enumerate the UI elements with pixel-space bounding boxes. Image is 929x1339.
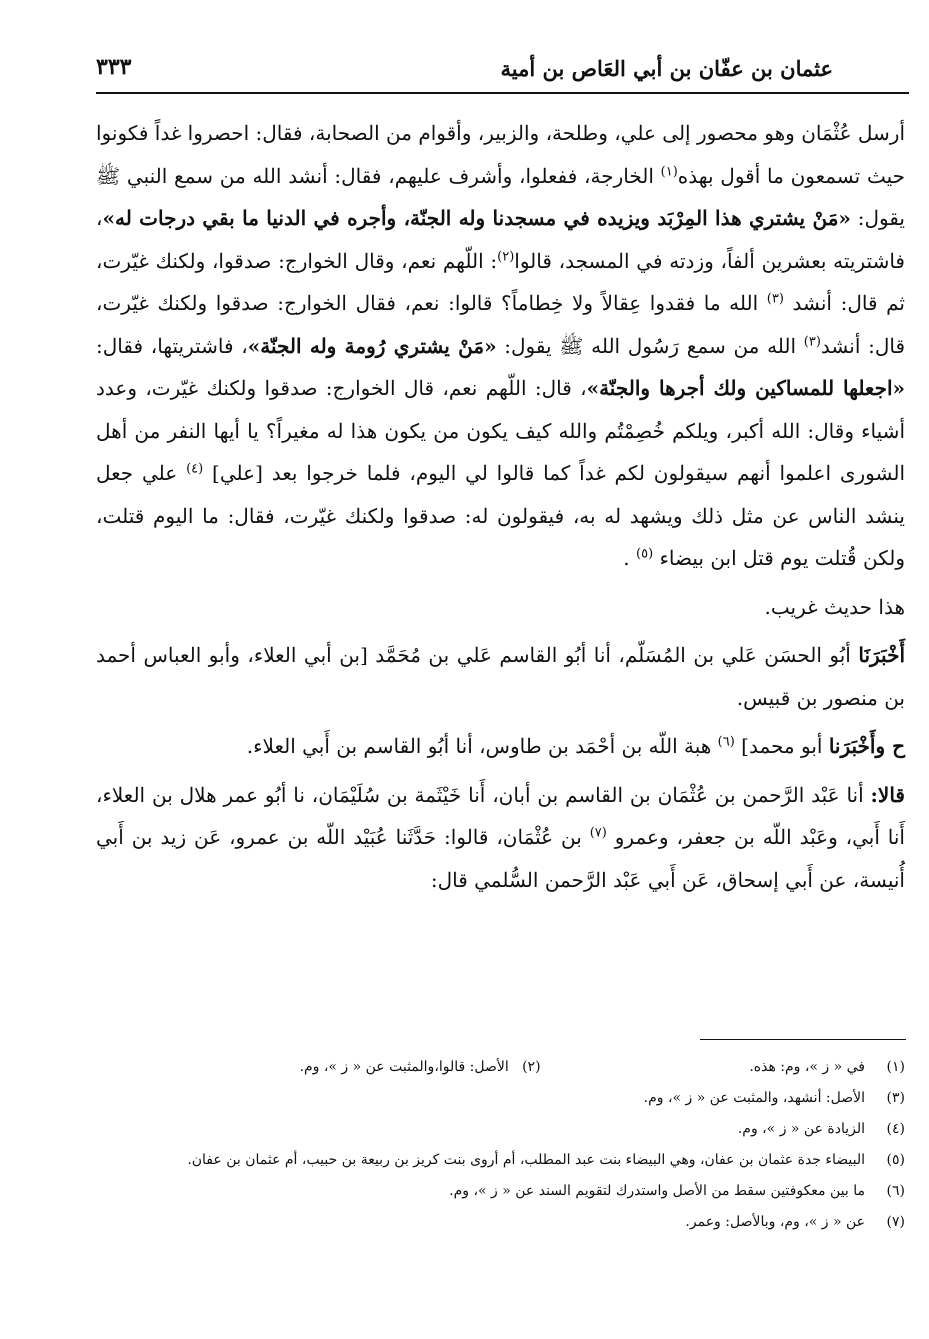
paragraph-grading: هذا حديث غريب. bbox=[764, 594, 905, 619]
footnote-item: (٣) الأصل: أنشهد، والمثبت عن « ز »، وم. bbox=[643, 1090, 905, 1106]
running-header bbox=[96, 48, 833, 88]
isnad-keyword: أَخْبَرَنَا bbox=[858, 643, 905, 667]
footnote-item: (١) في « ز »، وم: هذه. (٢) الأصل: قالوا،والمثبت عن « ز »، وم. bbox=[299, 1059, 905, 1075]
footnote-ref: (٦) bbox=[717, 734, 735, 750]
main-text bbox=[96, 112, 905, 901]
footnote-item: (٢) الأصل: قالوا،والمثبت عن « ز »، وم. bbox=[299, 1059, 541, 1075]
paragraph-isnad-1: أَخْبَرَنَا أبُو الحسَن عَلي بن المُسَلّم، أنا أبُو القاسم عَلي بن مُحَمَّد [بن أبي العلاء، وأبو العباس أحمد بن منصور بن قبيس. bbox=[96, 643, 905, 710]
paragraph-isnad-3: قالا: أنا عَبْد الرَّحمن بن عُثْمَان بن القاسم بن أبان، أَنا خَيْثَمة بن سُلَيْمَان، نا أبُو عمر هلال بن العلاء، أَنا أَبي، وعَبْد اللّه بن جعفر، وعمرو $^{(٧)}$ بن عُثْمَان، قالوا: حَدَّثَنا عُبَيْد اللّه بن عمرو، عَن زيد بن أَبي أُنيسة، عن أَبي إسحاق، عَن أَبي عَبْد الرَّحمن السُّلمي قال: bbox=[96, 782, 905, 892]
footnote-ref: (٢) bbox=[497, 248, 515, 264]
page-header-title: عثمان بن عفّان بن أبي العَاص بن أمية bbox=[500, 56, 833, 81]
footnote-ref: (١) bbox=[660, 163, 678, 179]
footnote-item: (٧) عن « ز »، وم، وبالأصل: وعمر. bbox=[685, 1214, 905, 1230]
footnote-item: (٤) الزيادة عن « ز »، وم. bbox=[737, 1121, 905, 1137]
footnote-separator bbox=[700, 1039, 906, 1040]
footnotes bbox=[150, 1052, 905, 1238]
hadith-quote: «اجعلها للمساكين ولك أجرها والجنّة» bbox=[586, 376, 906, 400]
isnad-keyword: قالا: bbox=[870, 782, 905, 807]
isnad-keyword: ح وأَخْبَرَنا bbox=[828, 734, 905, 758]
hadith-quote: «مَنْ يشتري هذا المِرْبَد ويزيده في مسجدنا وله الجنّة، وأجره في الدنيا ما بقي درجات له» bbox=[102, 206, 851, 230]
footnote-ref: (٤) bbox=[186, 461, 204, 477]
paragraph-narration: أرسل عُثْمَان وهو محصور إلى علي، وطلحة، والزبير، وأقوام من الصحابة، فقال: احصروا غداً فكونوا حيث تسمعون ما أقول بهذه$^{(١)}$ الخارجة، ففعلوا، وأشرف عليهم، فقال: أنشد الله من سمع النبي ﷺ يقول: «مَنْ يشتري هذا المِرْبَد ويزيده في مسجدنا وله الجنّة، وأجره في الدنيا ما بقي درجات له»، فاشتريته بعشرين ألفاً، وزدته في المسجد، قالوا$^{(٢)}$: اللّهم نعم، وقال الخوارج: صدقوا، ولكنك غيّرت، ثم قال: أنشد $^{(٣)}$ الله ما فقدوا عِقالاً ولا خِطاماً؟ قالوا: نعم، فقال الخوارج: صدقوا ولكنك غيّرت، قال: أنشد$^{(٣)}$ الله من سمع رَسُول الله ﷺ يقول: «مَنْ يشتري رُومة وله الجنّة»، فاشتريتها، فقال: «اجعلها للمساكين ولك أجرها والجنّة»، قال: اللّهم نعم، قال الخوارج: صدقوا ولكنك غيّرت، وعدد أشياء وقال: الله أكبر، ويلكم خُصِمْتُم والله كيف يكون من يكون هذا له مغيراً؟ يا أيها النفر من أهل الشورى اعلموا أنهم سيقولون لكم غداً كما قالوا لي اليوم، فلما خرجوا بعد [علي] $^{(٤)}$ علي جعل ينشد الناس عن مثل ذلك ويشهد له به، فيقولون له: صدقوا ولكنك غيّرت، فقال: ما اليوم قتلت، ولكن قُتلت يوم قتل ابن بيضاء $^{(٥)}$ . bbox=[96, 121, 906, 570]
page-number: ٣٣٣ bbox=[96, 54, 132, 80]
hadith-quote: «مَنْ يشتري رُومة وله الجنّة» bbox=[247, 333, 497, 358]
footnote-ref: (٣) bbox=[766, 291, 784, 307]
footnote-item: (٦) ما بين معكوفتين سقط من الأصل واستدرك لتقويم السند عن « ز »، وم. bbox=[449, 1183, 905, 1199]
footnote-ref: (٥) bbox=[636, 546, 654, 562]
paragraph-isnad-2: ح وأَخْبَرَنا أبو محمد] $^{(٦)}$ هبة اللّه بن أحْمَد بن طاوس، أنا أبُو القاسم بن أَبي العلاء. bbox=[246, 734, 905, 758]
footnote-ref: (٧) bbox=[589, 825, 607, 841]
footnote-ref: (٣) bbox=[803, 333, 821, 349]
footnote-item: (٥) البيضاء جدة عثمان بن عفان، وهي البيضاء بنت عبد المطلب، أم أروى بنت كريز بن ربيعة بن حبيب، أم عثمان بن عفان. bbox=[187, 1152, 905, 1168]
header-rule bbox=[96, 92, 909, 94]
